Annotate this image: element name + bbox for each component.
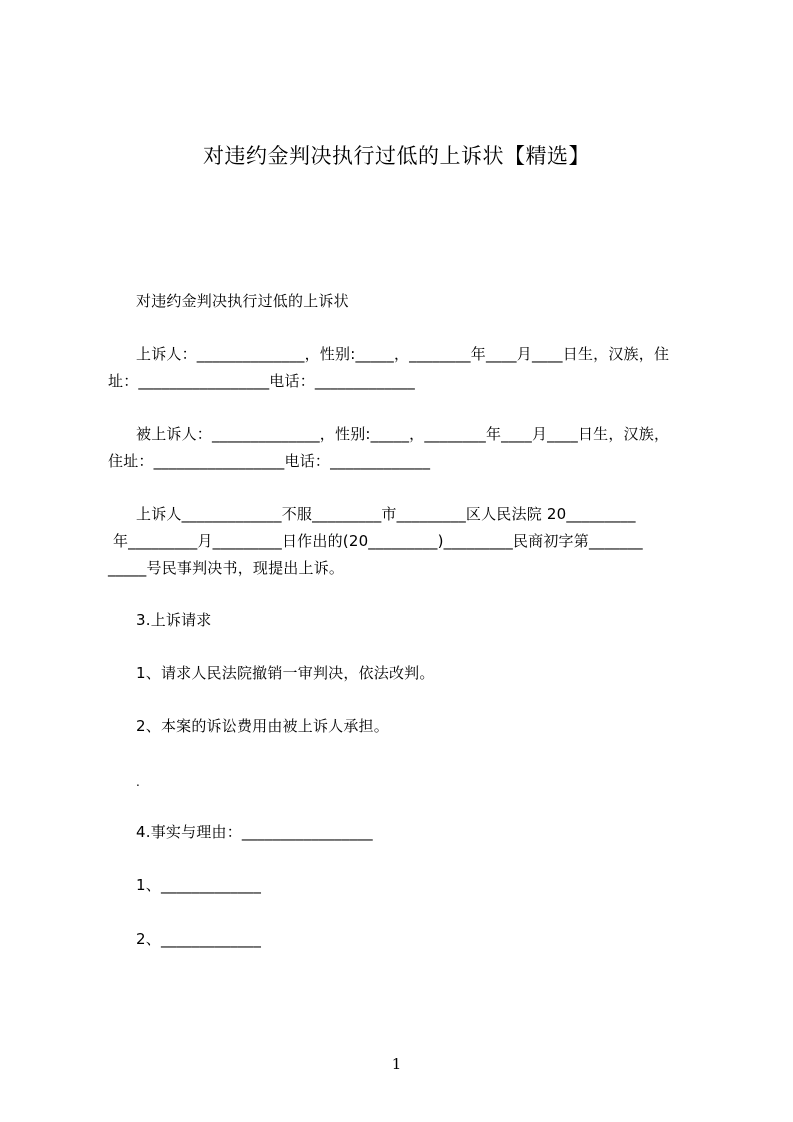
- document-subtitle: 对违约金判决执行过低的上诉状: [136, 292, 349, 310]
- document-title: 对违约金判决执行过低的上诉状【精选】: [203, 144, 590, 168]
- statement-line-2: 年_________月_________日作出的(20_________)_________民商初字第_______: [108, 532, 643, 550]
- statement-line-3: _____号民事判决书，现提出上诉。: [108, 559, 345, 577]
- request-item-2: 2、本案的诉讼费用由被上诉人承担。: [136, 717, 389, 735]
- fact-item-2: 2、_____________: [136, 930, 262, 948]
- requests-heading: 3.上诉请求: [136, 611, 212, 629]
- fact-item-1: 1、_____________: [136, 876, 262, 894]
- stray-dot: .: [136, 775, 140, 789]
- statement-line-1: 上诉人_____________不服_________市_________区人民法院 20_________: [136, 505, 636, 523]
- request-item-1: 1、请求人民法院撤销一审判决，依法改判。: [136, 664, 435, 682]
- respondent-line-2: 住址：_________________电话：_____________: [108, 452, 431, 470]
- respondent-line-1: 被上诉人：______________，性别:_____，________年____月____日生，汉族，: [136, 425, 670, 443]
- appellant-line-1: 上诉人：______________，性别:_____，________年____月____日生，汉族，住: [136, 345, 670, 363]
- page-number: 1: [391, 1055, 402, 1073]
- appellant-line-2: 址：_________________电话：_____________: [108, 372, 416, 390]
- facts-heading: 4.事实与理由：_________________: [136, 823, 373, 841]
